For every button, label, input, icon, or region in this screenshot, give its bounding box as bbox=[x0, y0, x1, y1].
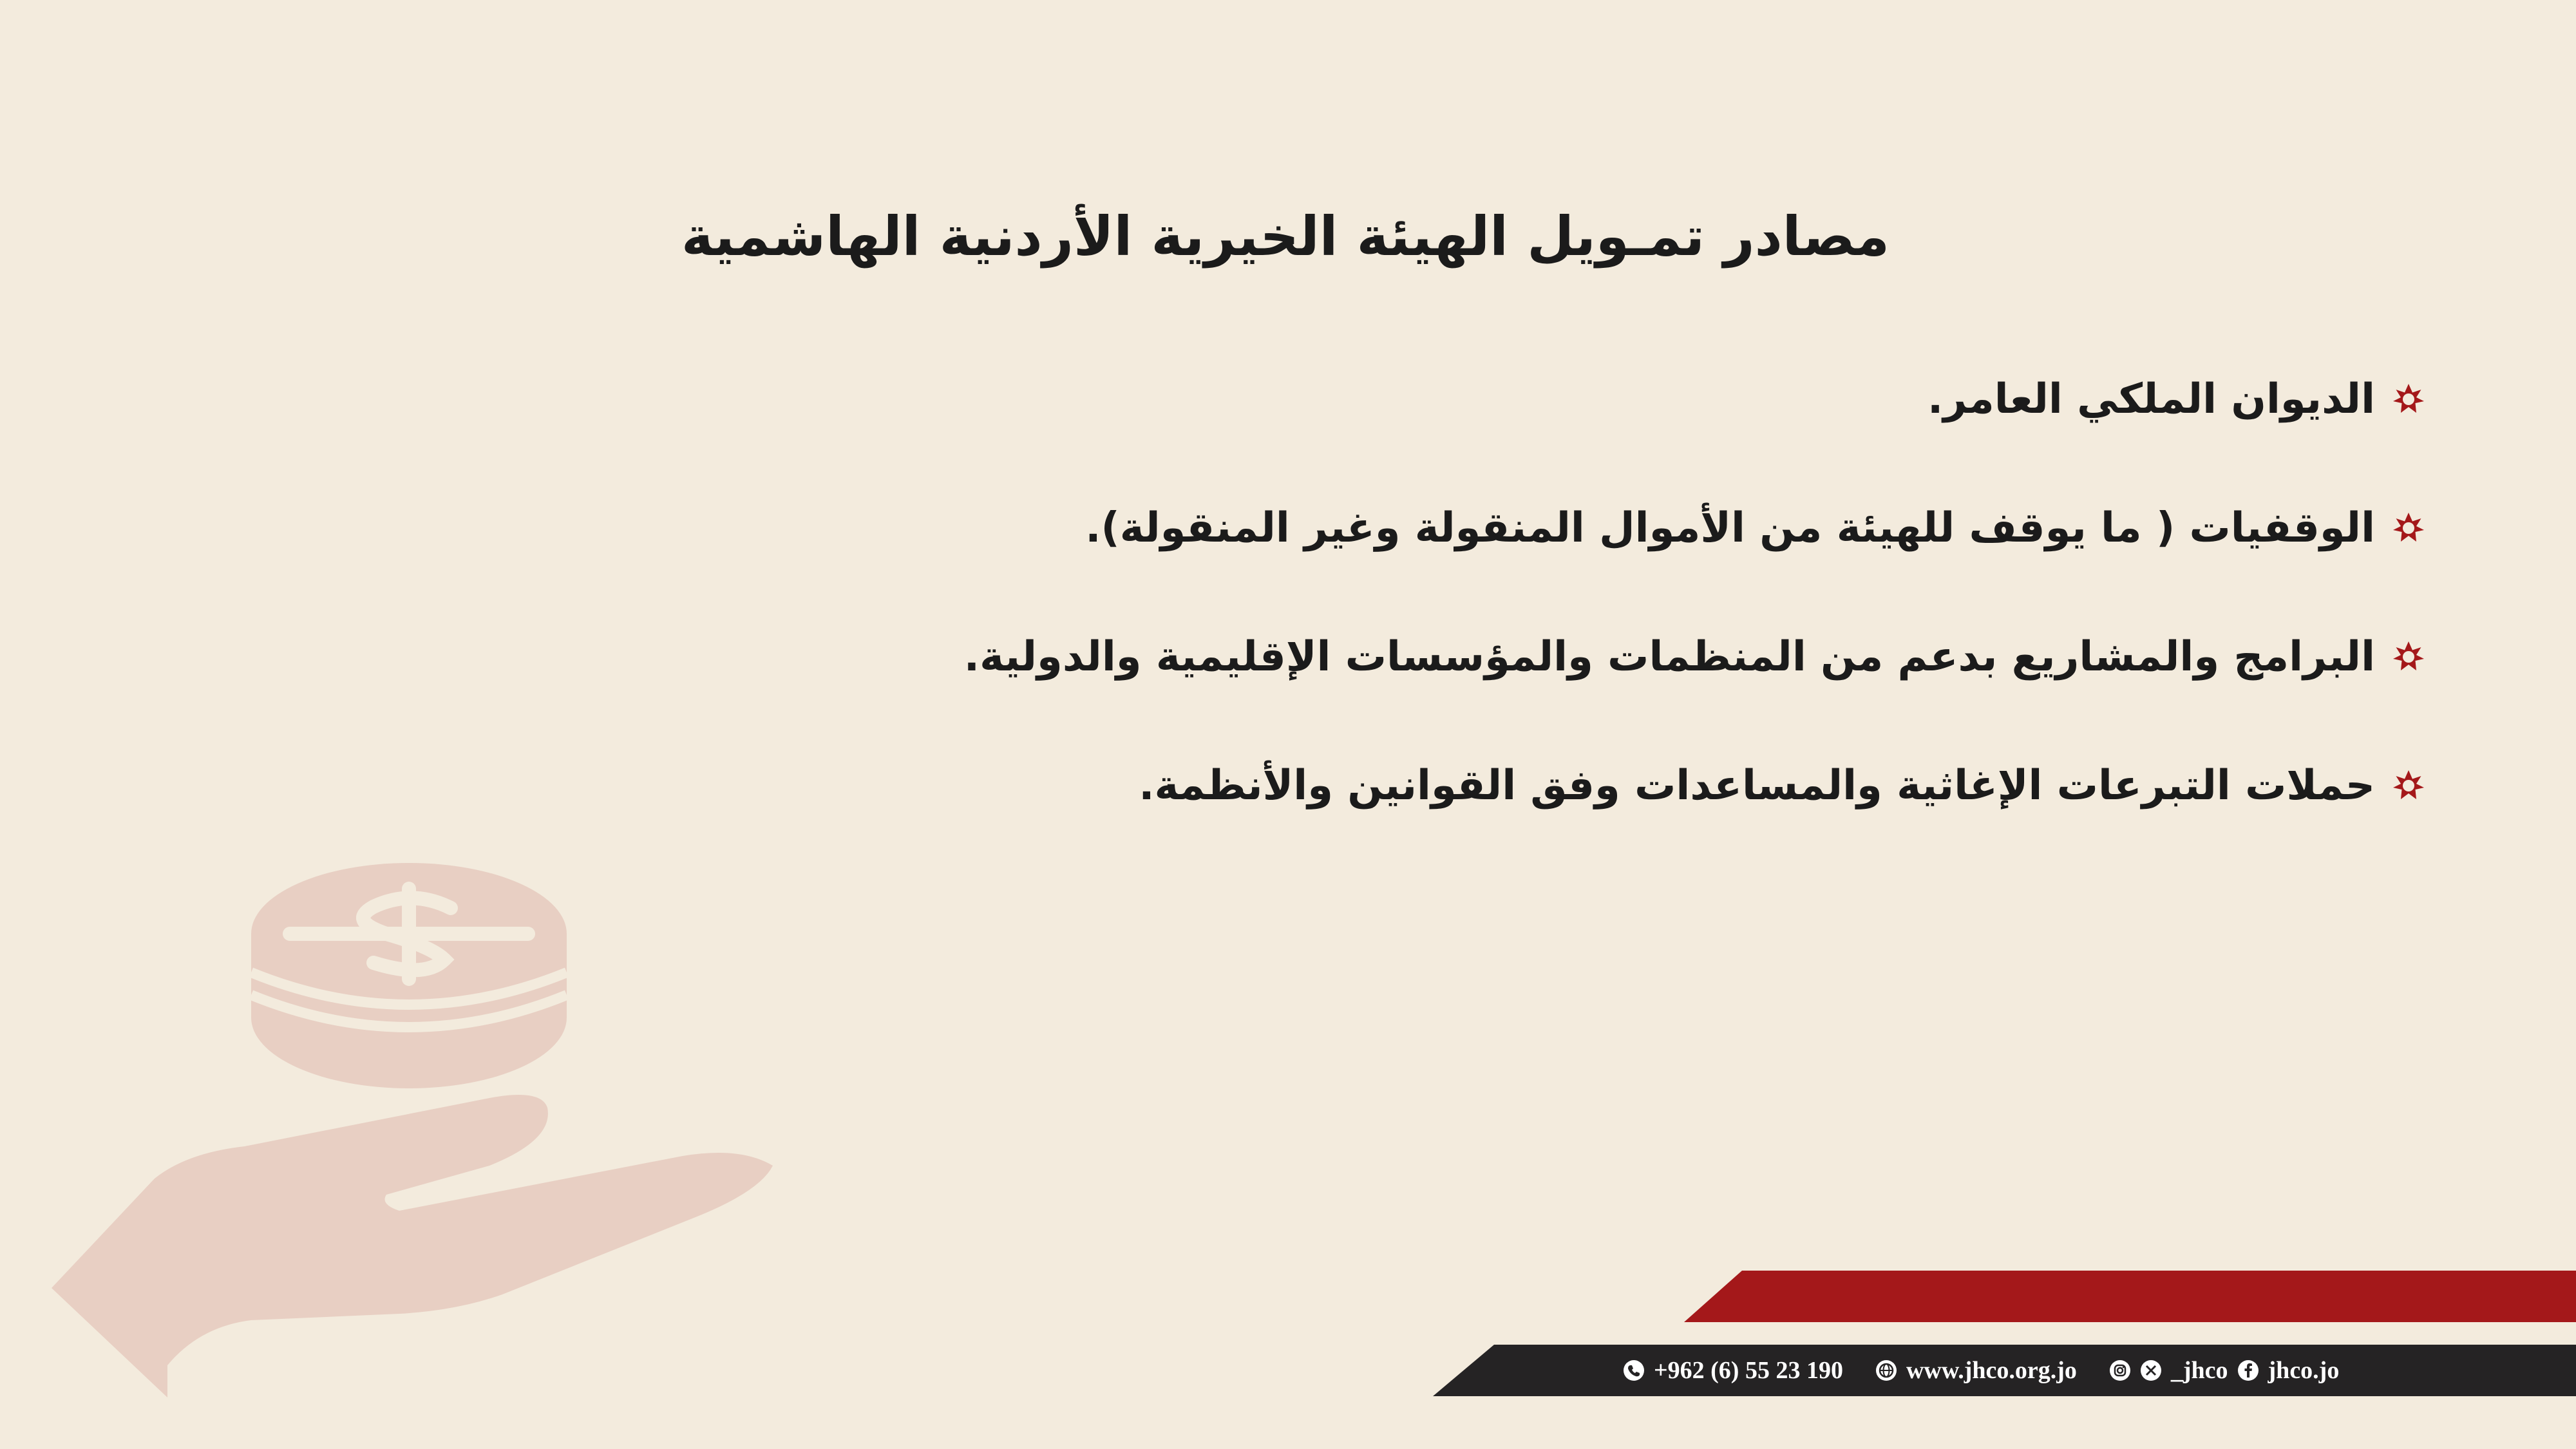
facebook-icon[interactable] bbox=[2237, 1359, 2259, 1381]
x-logo-icon[interactable] bbox=[2140, 1359, 2162, 1381]
facebook-handle[interactable]: jhco.jo bbox=[2268, 1357, 2340, 1384]
red-accent-band bbox=[1684, 1271, 2576, 1322]
social-handle[interactable]: _jhco bbox=[2170, 1357, 2228, 1384]
globe-icon bbox=[1875, 1359, 1897, 1381]
instagram-icon[interactable] bbox=[2109, 1359, 2131, 1381]
star-bullet-icon bbox=[2389, 509, 2428, 547]
phone-number: +962 (6) 55 23 190 bbox=[1654, 1357, 1843, 1384]
page-title: مصادر تمـويل الهيئة الخيرية الأردنية الهاشمية bbox=[681, 205, 1889, 269]
funding-sources-list bbox=[496, 335, 2428, 850]
list-item-text: الوقفيات ( ما يوقف للهيئة من الأموال المنقولة وغير المنقولة). bbox=[1085, 504, 2375, 552]
contact-footer bbox=[1623, 1345, 2396, 1396]
list-item-text: الديوان الملكي العامر. bbox=[1927, 375, 2375, 423]
list-item-text: البرامج والمشاريع بدعم من المنظمات والمؤسسات الإقليمية والدولية. bbox=[963, 633, 2375, 681]
star-bullet-icon bbox=[2389, 380, 2428, 419]
star-bullet-icon bbox=[2389, 766, 2428, 805]
list-item bbox=[496, 464, 2428, 592]
list-item bbox=[496, 335, 2428, 464]
star-bullet-icon bbox=[2389, 638, 2428, 676]
hand-holding-coins-icon bbox=[39, 831, 799, 1410]
list-item bbox=[496, 592, 2428, 721]
website-link[interactable]: www.jhco.org.jo bbox=[1906, 1357, 2077, 1384]
phone-icon bbox=[1623, 1359, 1645, 1381]
list-item-text: حملات التبرعات الإغاثية والمساعدات وفق القوانين والأنظمة. bbox=[1139, 762, 2375, 810]
